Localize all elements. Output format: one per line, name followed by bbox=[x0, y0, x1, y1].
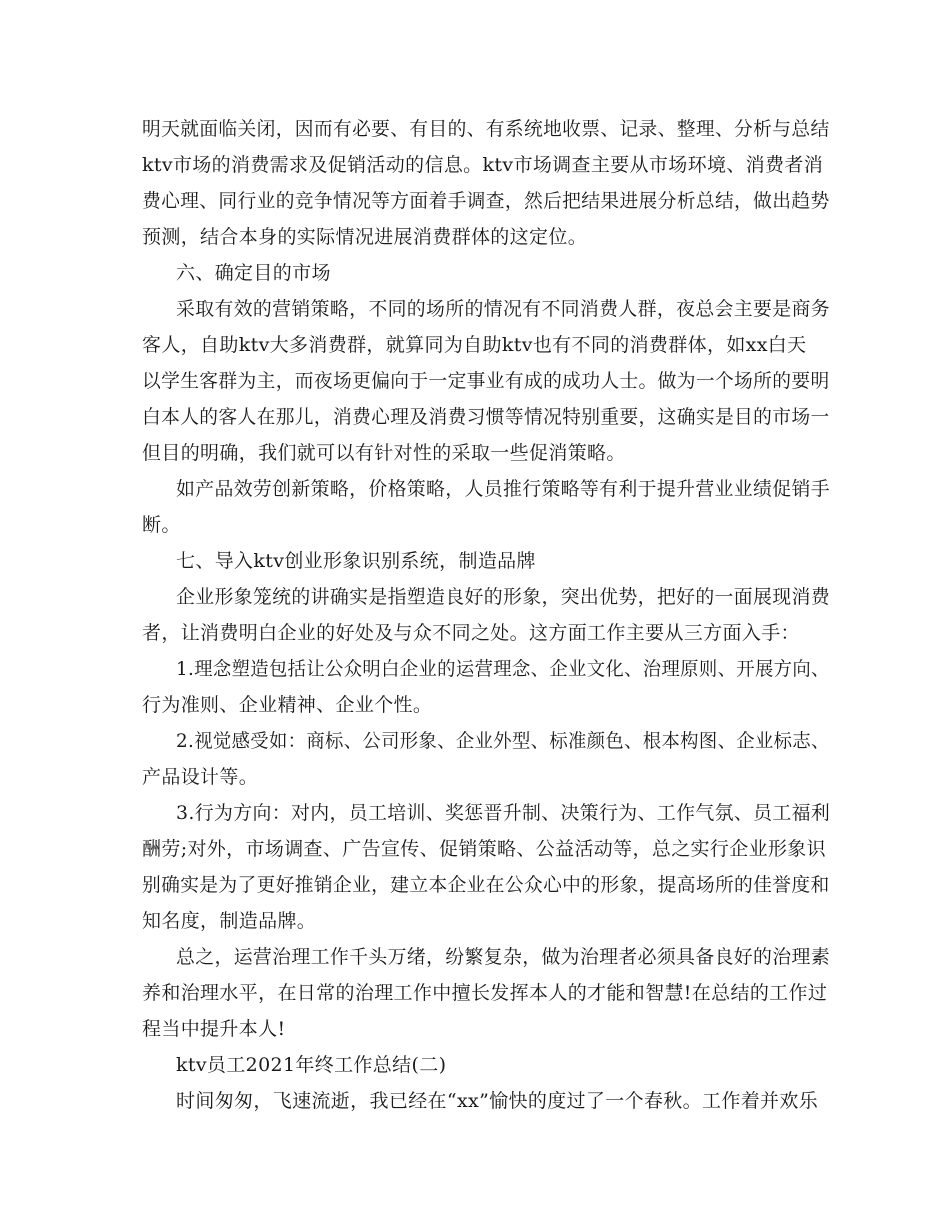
body-text-line: 总之，运营治理工作千头万绪，纷繁复杂，做为治理者必须具备良好的治理素 bbox=[176, 946, 830, 968]
body-text-line: 以学生客群为主，而夜场更偏向于一定事业有成的成功人士。做为一个场所的要明 bbox=[142, 370, 830, 392]
body-text-line: 企业形象笼统的讲确实是指塑造良好的形象，突出优势，把好的一面展现消费 bbox=[176, 586, 830, 608]
body-text-line: 如产品效劳创新策略，价格策略，人员推行策略等有利于提升营业业绩促销手 bbox=[176, 478, 830, 500]
body-text-line: 养和治理水平，在日常的治理工作中擅长发挥本人的才能和智慧!在总结的工作过 bbox=[142, 982, 828, 1004]
section-heading: 七、导入ktv创业形象识别系统，制造品牌 bbox=[176, 550, 536, 572]
list-item-line: 知名度，制造品牌。 bbox=[142, 910, 317, 932]
body-text-line: 预测，结合本身的实际情况进展消费群体的这定位。 bbox=[142, 226, 588, 248]
body-text-line: 采取有效的营销策略，不同的场所的情况有不同消费人群，夜总会主要是商务 bbox=[176, 298, 830, 320]
section-heading: 六、确定目的市场 bbox=[176, 262, 331, 284]
list-item-line: 3.行为方向：对内，员工培训、奖惩晋升制、决策行为、工作气氛、员工福利 bbox=[176, 802, 831, 824]
body-text-line: ktv市场的消费需求及促销活动的信息。ktv市场调查主要从市场环境、消费者消 bbox=[142, 154, 824, 176]
body-text-line: 时间匆匆，飞速流逝，我已经在“xx”愉快的度过了一个春秋。工作着并欢乐 bbox=[176, 1090, 819, 1112]
list-item-line: 别确实是为了更好推销企业，建立本企业在公众心中的形象，提高场所的佳誉度和 bbox=[142, 874, 830, 896]
document-subtitle: ktv员工2021年终工作总结(二) bbox=[176, 1054, 447, 1076]
body-text-line: 断。 bbox=[142, 514, 181, 536]
list-item-line: 酬劳;对外，市场调查、广告宣传、促销策略、公益活动等，总之实行企业形象识 bbox=[142, 838, 827, 860]
list-item-line: 行为准则、企业精神、企业个性。 bbox=[142, 694, 433, 716]
body-text-line: 但目的明确，我们就可以有针对性的采取一些促消策略。 bbox=[142, 442, 626, 464]
list-item-line: 2.视觉感受如：商标、公司形象、企业外型、标准颜色、根本构图、企业标志、 bbox=[176, 730, 830, 752]
body-text-line: 白本人的客人在那儿，消费心理及消费习惯等情况特别重要，这确实是目的市场一 bbox=[142, 406, 830, 428]
body-text-line: 费心理、同行业的竞争情况等方面着手调查，然后把结果进展分析总结，做出趋势 bbox=[142, 190, 830, 212]
list-item-line: 产品设计等。 bbox=[142, 766, 259, 788]
body-text-line: 者，让消费明白企业的好处及与众不同之处。这方面工作主要从三方面入手： bbox=[142, 622, 800, 644]
body-text-line: 程当中提升本人! bbox=[142, 1018, 286, 1040]
list-item-line: 1.理念塑造包括让公众明白企业的运营理念、企业文化、治理原则、开展方向、 bbox=[176, 658, 830, 680]
body-text-line: 明天就面临关闭，因而有必要、有目的、有系统地收票、记录、整理、分析与总结 bbox=[142, 118, 830, 140]
body-text-line: 客人，自助ktv大多消费群，就算同为自助ktv也有不同的消费群体，如xx白天 bbox=[142, 334, 807, 356]
